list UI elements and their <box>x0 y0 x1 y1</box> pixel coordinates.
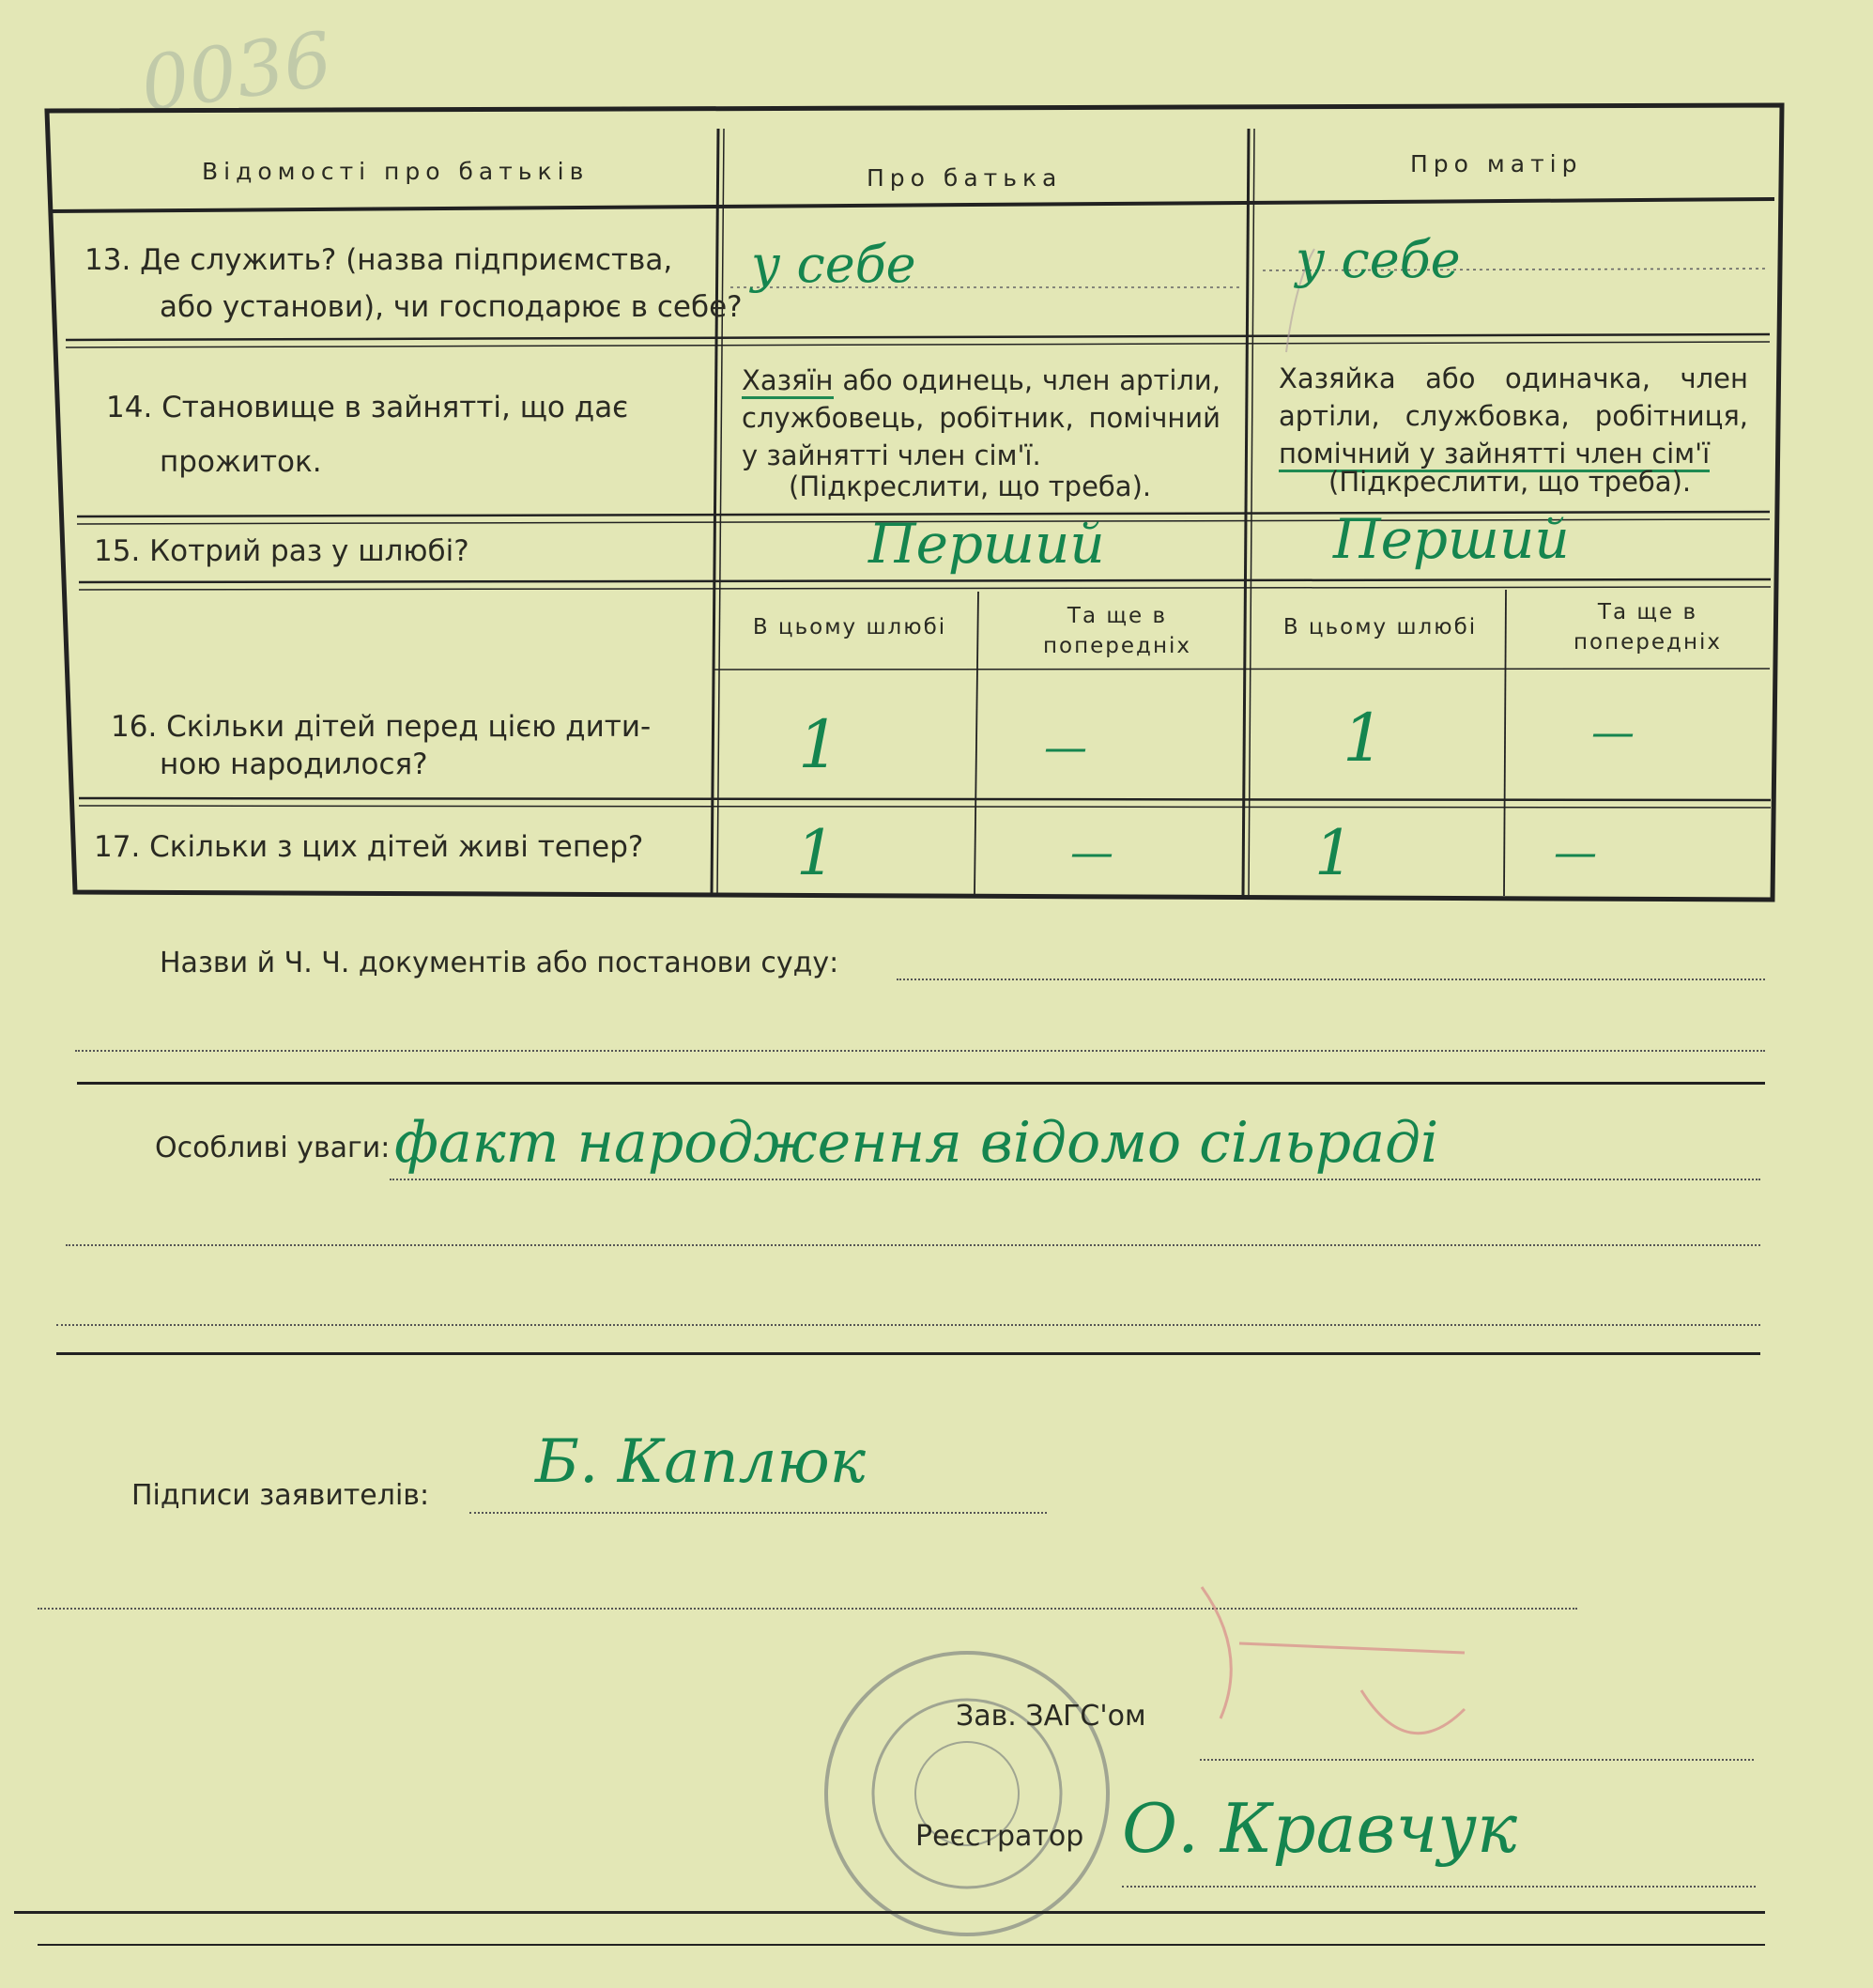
subheader-mother-previous: Та ще в попередніх <box>1574 600 1722 655</box>
red-pencil-mark <box>1202 1587 1465 1734</box>
q17-father-this: 1 <box>796 817 836 889</box>
head-label: Зав. ЗАГС'ом <box>956 1700 1146 1733</box>
applicants-label: Підписи заявителів: <box>131 1479 430 1512</box>
bottom-rule-2 <box>38 1944 1765 1946</box>
header-parents-info: Відомості про батьків <box>202 158 590 185</box>
head-line <box>1200 1759 1754 1761</box>
q16-label-line2: ною народилося? <box>160 747 428 781</box>
registrar-label: Реєстратор <box>915 1820 1084 1853</box>
q17-label: 17. Скільки з цих дітей живі тепер? <box>94 830 644 864</box>
registrar-line <box>1122 1886 1756 1888</box>
notes-value: факт народження відомо сільраді <box>394 1110 1439 1176</box>
q16-label-line1: 16. Скільки дітей перед цією дити- <box>111 710 652 744</box>
q14-label-line2: прожиток. <box>160 445 322 479</box>
q15-mother-answer: Перший <box>1333 507 1570 571</box>
q14-mother-options-text: Хазяйка або одиначка, член артіли, службовка, робітниця, <box>1279 362 1748 432</box>
notes-label: Особливі уваги: <box>155 1132 391 1164</box>
q14-father-underlined: Хазяїн <box>742 364 834 399</box>
q14-mother-underlined: помічний у зайнятті член сім'ї <box>1279 438 1710 472</box>
q16-father-prev: — <box>1044 721 1087 772</box>
q15-label: 15. Котрий раз у шлюбі? <box>94 534 469 568</box>
q17-mother-prev: — <box>1554 826 1597 877</box>
q14-father-hint: (Підкреслити, що треба). <box>789 470 1152 502</box>
header-about-father: Про батька <box>867 164 1063 192</box>
header-about-mother: Про матір <box>1410 150 1583 177</box>
applicant-signature: Б. Каплюк <box>535 1427 866 1497</box>
q13-mother-answer: у себе <box>1296 230 1461 289</box>
q14-father-options-text: або одинець, член артіли, службовець, робітник, помічний у зайнятті член сім'ї. <box>742 364 1221 471</box>
documents-label: Назви й Ч. Ч. документів або постанови суду: <box>160 947 839 979</box>
q15-father-answer: Перший <box>868 512 1105 576</box>
q13-label-line1: 13. Де служить? (назва підприємства, <box>84 243 673 277</box>
q16-mother-this: 1 <box>1343 700 1385 777</box>
q16-mother-prev: — <box>1591 706 1635 757</box>
q17-mother-this: 1 <box>1314 817 1354 889</box>
q14-label-line1: 14. Становище в зайнятті, що дає <box>106 391 629 424</box>
q17-father-prev: — <box>1070 826 1113 877</box>
q13-label-line2: або установи), чи господарює в себе? <box>160 290 743 324</box>
registrar-signature: О. Кравчук <box>1122 1789 1517 1868</box>
bottom-rule-1 <box>14 1911 1765 1914</box>
q16-father-this: 1 <box>798 706 840 783</box>
subheader-father-this-marriage: В цьому шлюбі <box>752 615 947 640</box>
subheader-mother-this-marriage: В цьому шлюбі <box>1282 615 1478 640</box>
subheader-father-previous: Та ще в попередніх <box>1043 604 1191 658</box>
q13-father-answer: у себе <box>751 235 916 294</box>
page-number: 0036 <box>135 15 338 129</box>
q14-mother-hint: (Підкреслити, що треба). <box>1328 466 1692 498</box>
